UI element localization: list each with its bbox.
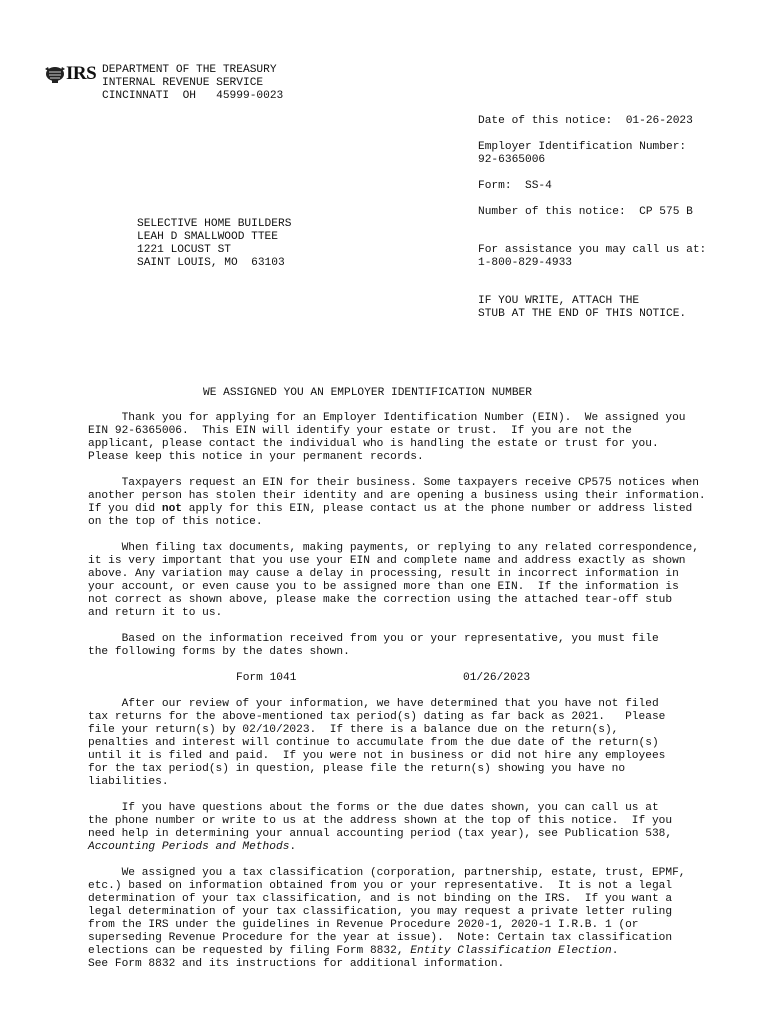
form-type: Form: SS-4 xyxy=(478,180,552,192)
sender-line: CINCINNATI OH 45999-0023 xyxy=(102,90,284,102)
write-line: STUB AT THE END OF THIS NOTICE. xyxy=(478,308,687,320)
text-line: your account, or even cause you to be assigned more than one EIN. If the information is xyxy=(88,581,679,593)
text-line: Based on the information received from you or your representative, you must file xyxy=(88,633,659,645)
text-line: the phone number or write to us at the address shown at the top of this notice. If you xyxy=(88,815,673,827)
text-line: We assigned you a tax classification (corporation, partnership, estate, trust, EPMF, xyxy=(88,867,686,879)
addressee-line: SAINT LOUIS, MO 63103 xyxy=(137,257,285,269)
publication-title: Accounting Periods and Methods xyxy=(88,841,290,853)
text-segment: If you did xyxy=(88,503,162,515)
text-line: not correct as shown above, please make the correction using the attached tear-off stub xyxy=(88,594,673,606)
text-line: superseding Revenue Procedure for the year at issue). Note: Certain tax classification xyxy=(88,932,673,944)
assistance-phone: 1-800-829-4933 xyxy=(478,257,572,269)
text-line: legal determination of your tax classification, you may request a private letter ruling xyxy=(88,906,673,918)
write-instructions xyxy=(478,295,686,321)
addressee-block xyxy=(137,218,291,270)
form-name: Form 1041 xyxy=(236,672,297,684)
text-segment: apply for this EIN, please contact us at the phone number or address listed xyxy=(182,503,693,515)
text-line: After our review of your information, we have determined that you have not filed xyxy=(88,698,659,710)
irs-logo-text: IRS xyxy=(66,63,97,84)
notice-heading: WE ASSIGNED YOU AN EMPLOYER IDENTIFICATION NUMBER xyxy=(203,387,532,399)
text-line: determination of your tax classification, and is not binding on the IRS. If you want a xyxy=(88,893,673,905)
text-line: need help in determining your annual accounting period (tax year), see Publication 538, xyxy=(88,828,673,840)
text-line: Taxpayers request an EIN for their business. Some taxpayers receive CP575 notices when xyxy=(88,477,699,489)
paragraph-required-forms xyxy=(88,633,758,659)
text-line: for the tax period(s) in question, please file the return(s) showing you have no xyxy=(88,763,626,775)
paragraph-tax-classification xyxy=(88,867,758,971)
text-line: penalties and interest will continue to accumulate from the due date of the return(s) xyxy=(88,737,659,749)
text-line: above. Any variation may cause a delay in processing, result in incorrect information in xyxy=(88,568,679,580)
text-segment: . xyxy=(611,945,619,957)
addressee-line: LEAH D SMALLWOOD TTEE xyxy=(137,231,278,243)
sender-line: INTERNAL REVENUE SERVICE xyxy=(102,77,264,89)
notice-date: Date of this notice: 01-26-2023 xyxy=(478,115,693,127)
addressee-line: SELECTIVE HOME BUILDERS xyxy=(137,218,292,230)
ein-label: Employer Identification Number: xyxy=(478,141,687,153)
text-line: it is very important that you use your EIN and complete name and address exactly as shown xyxy=(88,555,686,567)
text-segment: . xyxy=(289,841,297,853)
sender-line: DEPARTMENT OF THE TREASURY xyxy=(102,64,277,76)
text-segment: elections can be requested by filing Form 8832, xyxy=(88,945,411,957)
paragraph-use-ein xyxy=(88,542,758,620)
paragraph-unfiled-returns xyxy=(88,698,758,789)
text-line: the following forms by the dates shown. xyxy=(88,646,350,658)
text-line: and return it to us. xyxy=(88,607,223,619)
required-form-row xyxy=(88,672,758,685)
text-line: Please keep this notice in your permanent records. xyxy=(88,451,424,463)
assistance-info xyxy=(478,244,706,270)
paragraph-identity-theft xyxy=(88,477,758,529)
notice-body xyxy=(88,412,758,984)
text-line: on the top of this notice. xyxy=(88,516,263,528)
write-line: IF YOU WRITE, ATTACH THE xyxy=(478,295,640,307)
notice-info xyxy=(478,115,693,232)
ein-value: 92-6365006 xyxy=(478,154,546,166)
form-title: Entity Classification Election xyxy=(410,945,612,957)
text-line xyxy=(88,503,758,516)
paragraph-questions xyxy=(88,802,758,854)
irs-logo xyxy=(42,64,102,84)
addressee-line: 1221 LOCUST ST xyxy=(137,244,231,256)
text-line: from the IRS under the guidelines in Revenue Procedure 2020-1, 2020-1 I.R.B. 1 (or xyxy=(88,919,639,931)
text-line: Thank you for applying for an Employer Identification Number (EIN). We assigned you xyxy=(88,412,686,424)
text-line: applicant, please contact the individual who is handling the estate or trust for you. xyxy=(88,438,659,450)
text-line: another person has stolen their identity and are opening a business using their information. xyxy=(88,490,706,502)
text-line: EIN 92-6365006. This EIN will identify your estate or trust. If you are not the xyxy=(88,425,632,437)
notice-number: Number of this notice: CP 575 B xyxy=(478,206,693,218)
text-line: If you have questions about the forms or the due dates shown, you can call us at xyxy=(88,802,659,814)
paragraph-ein-assigned xyxy=(88,412,758,464)
text-line: until it is filed and paid. If you were not in business or did not hire any employees xyxy=(88,750,666,762)
text-line: When filing tax documents, making payments, or replying to any related correspondence, xyxy=(88,542,699,554)
emphasis-not: not xyxy=(161,503,183,515)
text-line xyxy=(88,841,758,854)
text-line: file your return(s) by 02/10/2023. If there is a balance due on the return(s), xyxy=(88,724,619,736)
sender-address xyxy=(102,64,283,103)
text-line xyxy=(88,945,758,958)
assistance-label: For assistance you may call us at: xyxy=(478,244,707,256)
form-due-date: 01/26/2023 xyxy=(463,672,531,684)
text-line: etc.) based on information obtained from you or your representative. It is not a legal xyxy=(88,880,673,892)
text-line: See Form 8832 and its instructions for additional information. xyxy=(88,958,505,970)
text-line: liabilities. xyxy=(88,776,169,788)
text-line: tax returns for the above-mentioned tax period(s) dating as far back as 2021. Please xyxy=(88,711,666,723)
